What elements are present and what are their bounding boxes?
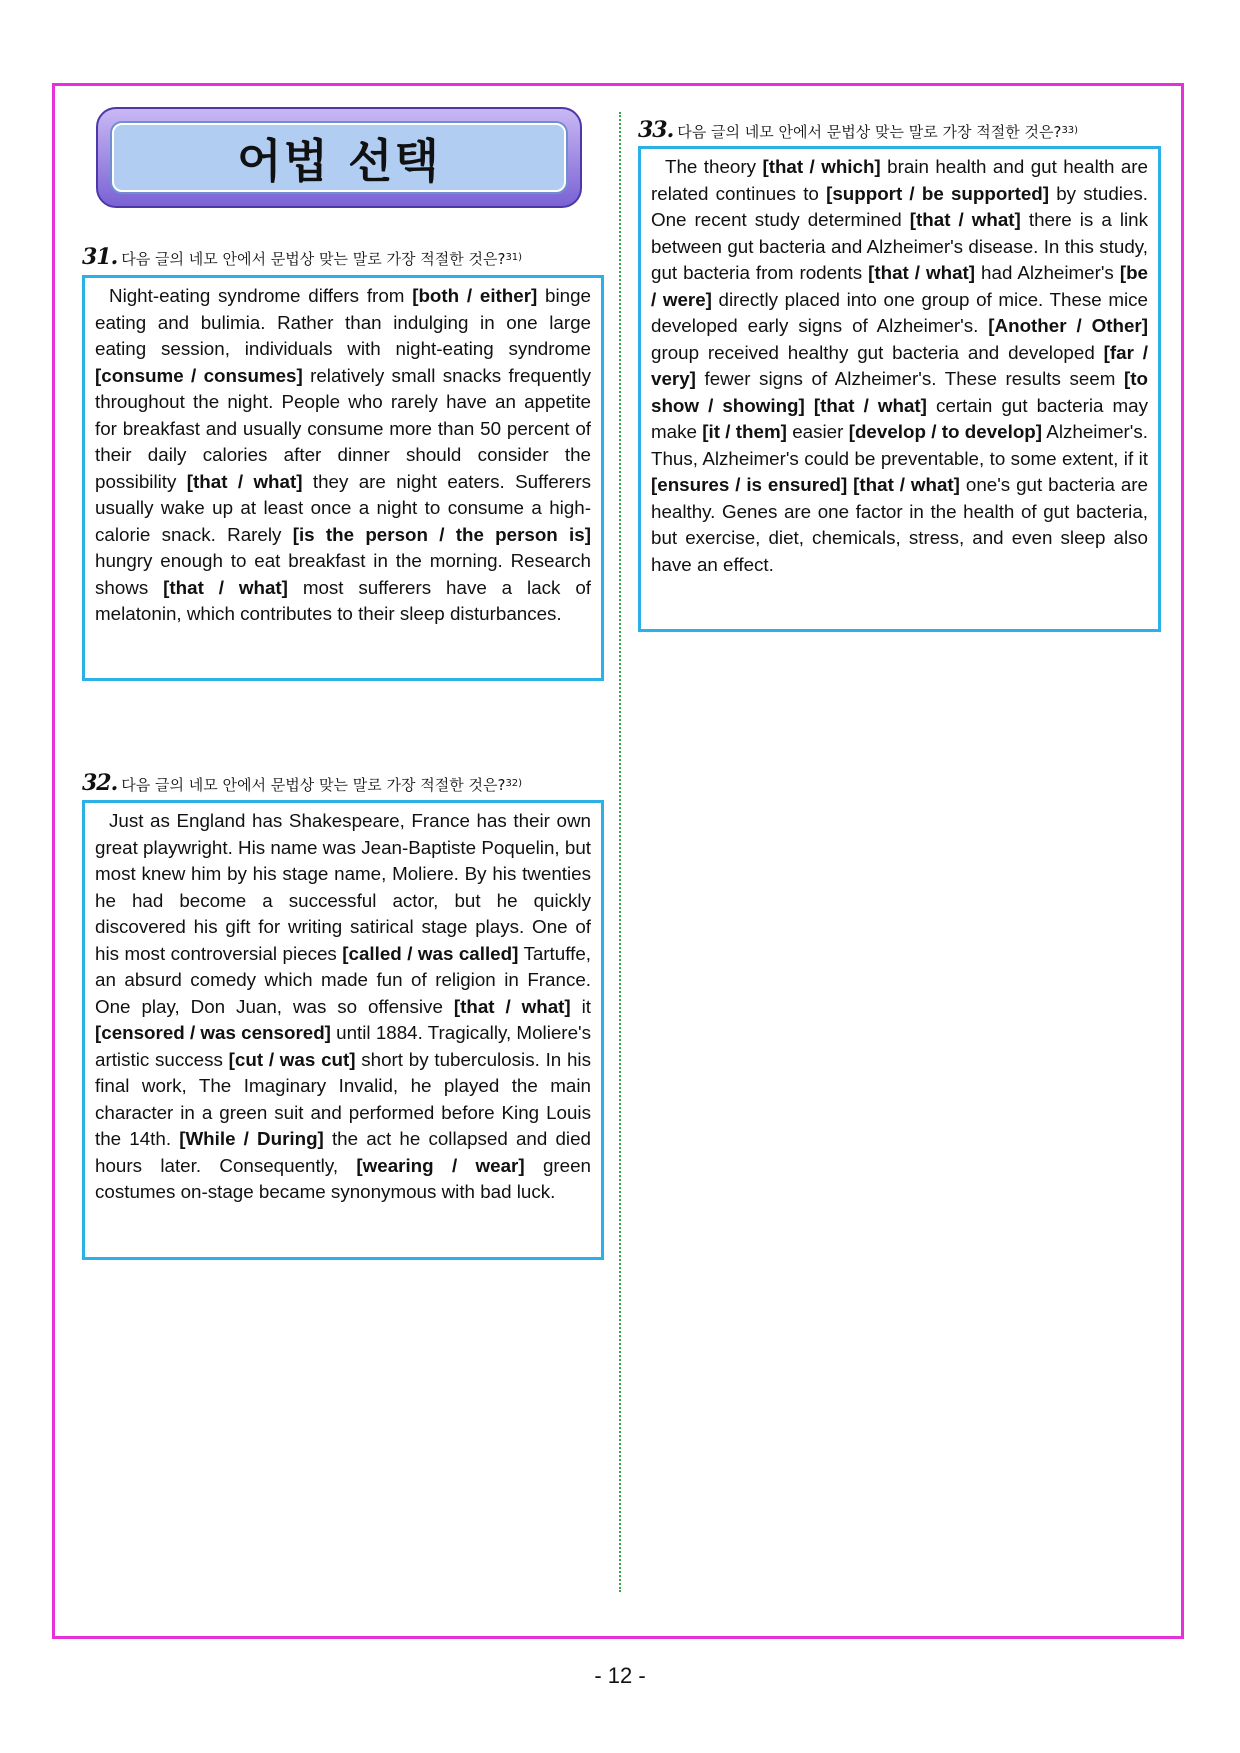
grammar-choice: [be / were]: [651, 262, 1148, 310]
page-title: 어법 선택: [237, 133, 441, 188]
grammar-choice: [that / what]: [186, 470, 303, 492]
passage-box-31: [82, 275, 604, 681]
grammar-choice: [develop / to develop]: [848, 421, 1043, 442]
passage-segment: the act he collapsed and died hours later. Consequently,: [95, 1128, 591, 1176]
grammar-choice: [it / them]: [702, 421, 787, 442]
question-33-header: [638, 117, 1078, 143]
passage-segment: certain gut bacteria may make: [651, 394, 1148, 442]
grammar-choice: [wearing / wear]: [356, 1154, 525, 1176]
passage-segment: group received healthy gut bacteria and developed: [651, 341, 1104, 363]
grammar-choice: [that / what]: [909, 209, 1021, 230]
footnote-ref: 31): [505, 252, 523, 263]
grammar-choice: [that / which]: [762, 156, 881, 177]
passage-box-32: [82, 800, 604, 1260]
passage-segment: had Alzheimer's: [975, 262, 1120, 283]
passage-segment: short by tuberculosis. In his final work, The Imaginary Invalid, he played the main character in a green suit and performed before King Louis the 14th.: [95, 1048, 591, 1149]
grammar-choice: [Another / Other]: [988, 315, 1148, 336]
passage-box-33: [638, 146, 1161, 632]
grammar-choice: [cut / was cut]: [228, 1048, 356, 1070]
passage-segment: there is a link between gut bacteria and Alzheimer's disease. In this study, gut bacteria from rodents: [651, 209, 1149, 283]
title-banner-inner: [112, 123, 566, 192]
footnote-ref: 33): [1061, 125, 1079, 136]
passage-segment: most sufferers have a lack of melatonin, which contributes to their sleep disturbances.: [95, 576, 592, 624]
passage-segment: until 1884. Tragically, Moliere's artistic success: [95, 1022, 591, 1070]
page-number: - 12 -: [594, 1663, 646, 1688]
grammar-choice: [far / very]: [651, 341, 1148, 389]
grammar-choice: [consume / consumes]: [95, 364, 303, 386]
grammar-choice: [that / what]: [853, 474, 960, 495]
passage-segment: binge eating and bulimia. Rather than indulging in one large eating session, individuals with night-eating syndrome: [95, 285, 592, 359]
passage-segment: relatively small snacks frequently throughout the night. People who rarely have an appetite for breakfast and usually consume more than 50 percent of their daily calories after dinner should consider the possibility: [95, 364, 591, 492]
passage-segment: Night-eating syndrome differs from: [109, 285, 413, 306]
passage-segment: one's gut bacteria are healthy. Genes are one factor in the health of gut bacteria, but exercise, diet, chemicals, stress, and even sleep also have an effect.: [651, 474, 1149, 575]
question-32-header: [82, 770, 522, 796]
question-number: 33.: [638, 117, 674, 143]
passage-segment: The theory: [665, 156, 763, 177]
passage-segment: Tartuffe, an absurd comedy which made fun of religion in France. One play, Don Juan, was so offensive: [95, 942, 591, 1017]
passage-segment: green costumes on-stage became synonymous with bad luck.: [95, 1154, 591, 1202]
question-prompt: 다음 글의 네모 안에서 문법상 맞는 말로 가장 적절한 것은?: [677, 123, 1062, 141]
passage-segment: Just as England has Shakespeare, France has their own great playwright. His name was Jean-Baptiste Poquelin, but most knew him by his stage name, Moliere. By his twenties he had become a successful actor, but he quickly discovered his gift for writing satirical stage plays. One of his most controversial pieces: [95, 810, 591, 964]
passage-segment: hungry enough to eat breakfast in the morning. Research shows: [95, 550, 591, 598]
passage-segment: [805, 395, 814, 416]
question-number: 32.: [82, 770, 118, 796]
question-prompt: 다음 글의 네모 안에서 문법상 맞는 말로 가장 적절한 것은?: [121, 250, 506, 268]
grammar-choice: [is the person / the person is]: [292, 523, 591, 545]
passage-segment: by studies. One recent study determined: [651, 182, 1148, 230]
grammar-choice: [that / what]: [453, 995, 571, 1017]
passage-text: [95, 808, 591, 1206]
passage-segment: directly placed into one group of mice. These mice developed early signs of Alzheimer's.: [651, 288, 1149, 336]
passage-text: [651, 154, 1148, 578]
passage-segment: easier: [786, 421, 849, 442]
grammar-choice: [called / was called]: [342, 942, 519, 964]
grammar-choice: [support / be supported]: [826, 182, 1050, 204]
passage-segment: brain health and gut health are related continues to: [651, 156, 1148, 204]
grammar-choice: [ensures / is ensured]: [651, 474, 848, 495]
question-prompt: 다음 글의 네모 안에서 문법상 맞는 말로 가장 적절한 것은?: [121, 776, 506, 794]
column-divider: [619, 112, 621, 1592]
grammar-choice: [censored / was censored]: [95, 1022, 331, 1043]
passage-segment: Alzheimer's. Thus, Alzheimer's could be preventable, to some extent, if it: [651, 421, 1148, 469]
passage-segment: fewer signs of Alzheimer's. These results seem: [695, 368, 1125, 389]
question-31-header: [82, 244, 522, 270]
title-banner: [96, 107, 582, 208]
grammar-choice: [that / what]: [868, 262, 976, 283]
grammar-choice: [While / During]: [179, 1128, 324, 1149]
grammar-choice: [that / what]: [813, 394, 927, 416]
footnote-ref: 32): [505, 778, 523, 789]
passage-text: [95, 283, 591, 628]
passage-segment: they are night eaters. Sufferers usually wake up at least once a night to consume a high-calorie snack. Rarely: [95, 470, 591, 545]
grammar-choice: [to show / showing]: [651, 368, 1148, 416]
passage-segment: it: [570, 995, 592, 1017]
grammar-choice: [that / what]: [163, 576, 288, 598]
grammar-choice: [both / either]: [412, 285, 538, 306]
question-number: 31.: [82, 244, 118, 270]
